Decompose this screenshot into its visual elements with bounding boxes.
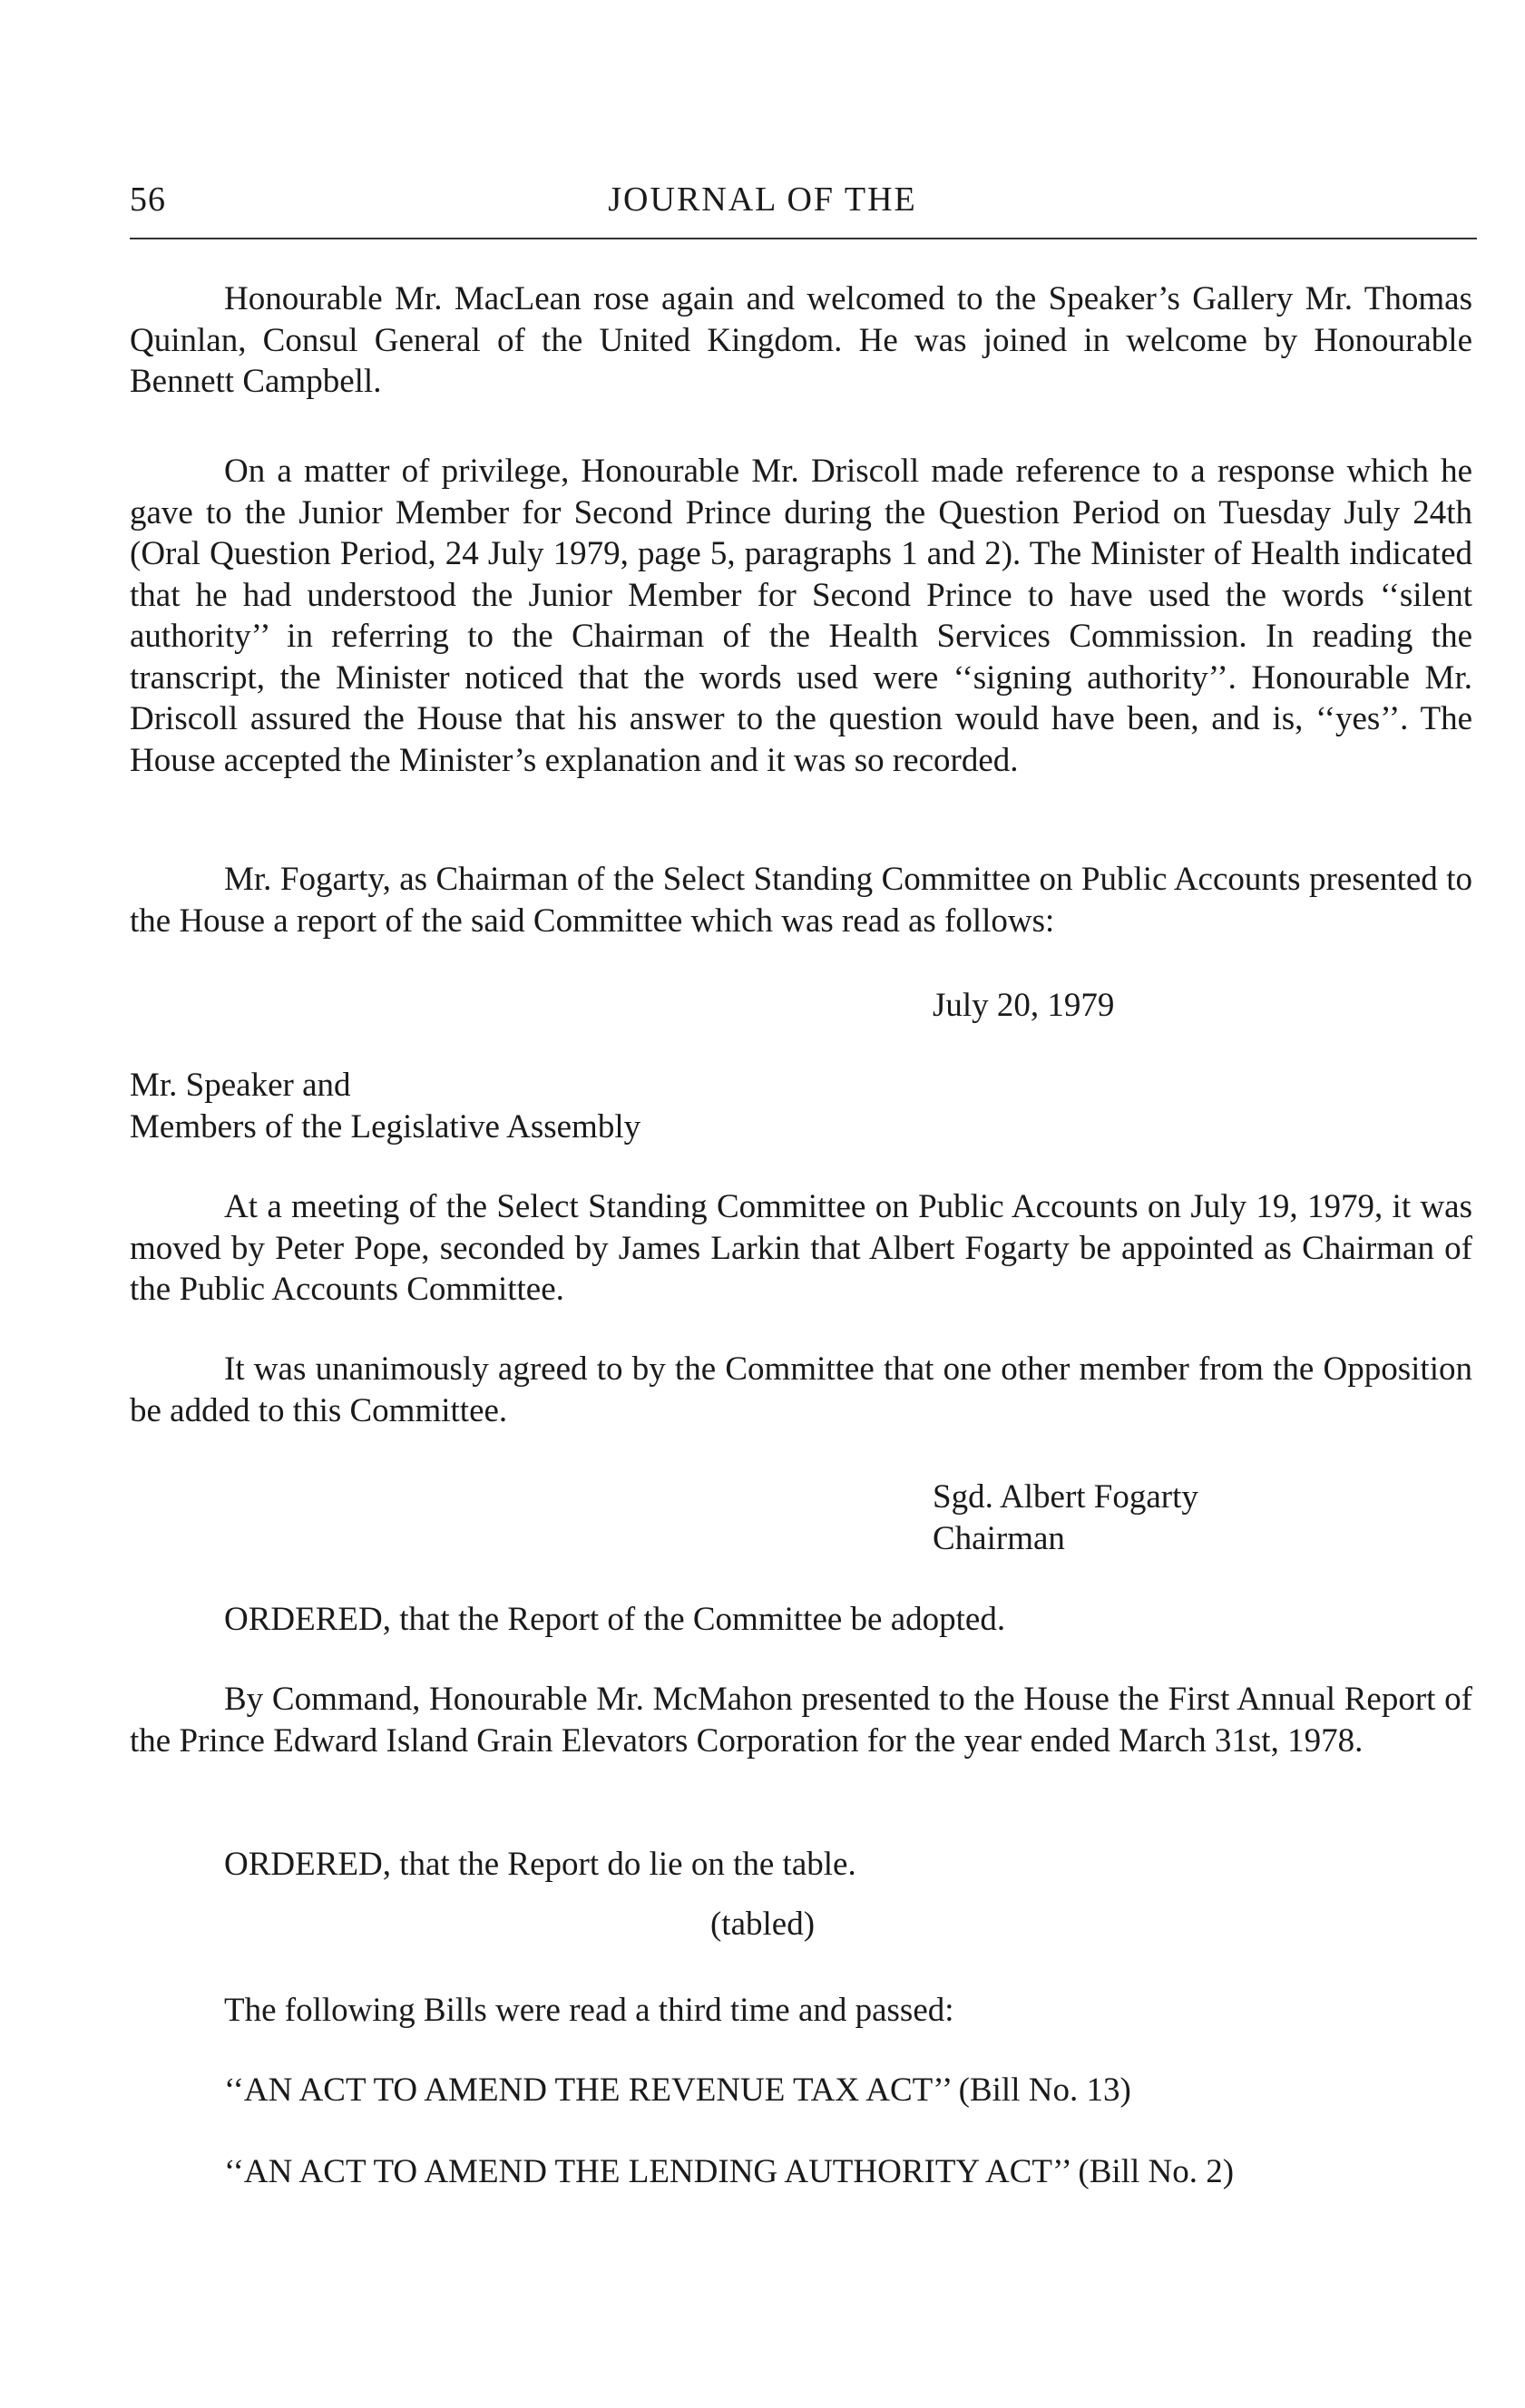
tabled-note: (tabled) bbox=[709, 1906, 816, 1943]
paragraph-mcmahon-annual-report: By Command, Honourable Mr. McMahon presented to the House the First Annual Report of the Prince Edward Island Grain Elevators Corporation for the year ended March 31st, 1978. bbox=[130, 1681, 1472, 1760]
bill-entry: ‘‘AN ACT TO AMEND THE LENDING AUTHORITY ACT’’ (Bill No. 2) bbox=[224, 2153, 1235, 2190]
paragraph-meeting-motion: At a meeting of the Select Standing Committee on Public Accounts on July 19, 1979, it was moved by Peter Pope, seconded by James Larkin that Albert Fogarty be appointed as Chairman of the Public Accounts Committee. bbox=[130, 1188, 1472, 1308]
paragraph-privilege-driscoll: On a matter of privilege, Honourable Mr. Driscoll made reference to a response which he gave to the Junior Member for Second Prince during the Question Period on Tuesday July 24th (Oral Question Period, 24 July 1979, page 5, paragraphs 1 and 2). The Minister of Health indicated that he had understood the Junior Member for Second Prince to have used the words ‘‘silent authority’’ in referring to the Chairman of the Health Services Commission. In reading the transcript, the Minister noticed that the words used were ‘‘signing authority’’. Honourable Mr. Driscoll assured the House that his answer to the question would have been, and is, ‘‘yes’’. The House accepted the Minister’s explanation and it was so recorded. bbox=[130, 453, 1472, 779]
paragraph-fogarty-report: Mr. Fogarty, as Chairman of the Select Standing Committee on Public Accounts presented to the House a report of the said Committee which was read as follows: bbox=[130, 861, 1472, 940]
paragraph-maclean-welcome: Honourable Mr. MacLean rose again and welcomed to the Speaker’s Gallery Mr. Thomas Quinlan, Consul General of the United Kingdom. He was joined in welcome by Honourable Bennett Campbell. bbox=[130, 280, 1472, 400]
signature-line2: Chairman bbox=[933, 1520, 1065, 1557]
header-rule bbox=[130, 238, 1477, 239]
report-date: July 20, 1979 bbox=[933, 987, 1115, 1024]
bill-entry: ‘‘AN ACT TO AMEND THE REVENUE TAX ACT’’ (Bill No. 13) bbox=[224, 2072, 1131, 2109]
paragraph-ordered-table: ORDERED, that the Report do lie on the table. bbox=[224, 1846, 856, 1883]
running-header-title: JOURNAL OF THE bbox=[608, 180, 917, 219]
page-number: 56 bbox=[130, 180, 166, 219]
signature-line1: Sgd. Albert Fogarty bbox=[933, 1478, 1198, 1516]
paragraph-bills-passed: The following Bills were read a third time and passed: bbox=[224, 1992, 954, 2029]
report-salutation-line1: Mr. Speaker and bbox=[130, 1067, 351, 1104]
paragraph-unanimous-agreement: It was unanimously agreed to by the Committee that one other member from the Opposition be added to this Committee. bbox=[130, 1350, 1472, 1429]
paragraph-ordered-adopted: ORDERED, that the Report of the Committee be adopted. bbox=[224, 1601, 1006, 1638]
report-salutation-line2: Members of the Legislative Assembly bbox=[130, 1108, 641, 1146]
